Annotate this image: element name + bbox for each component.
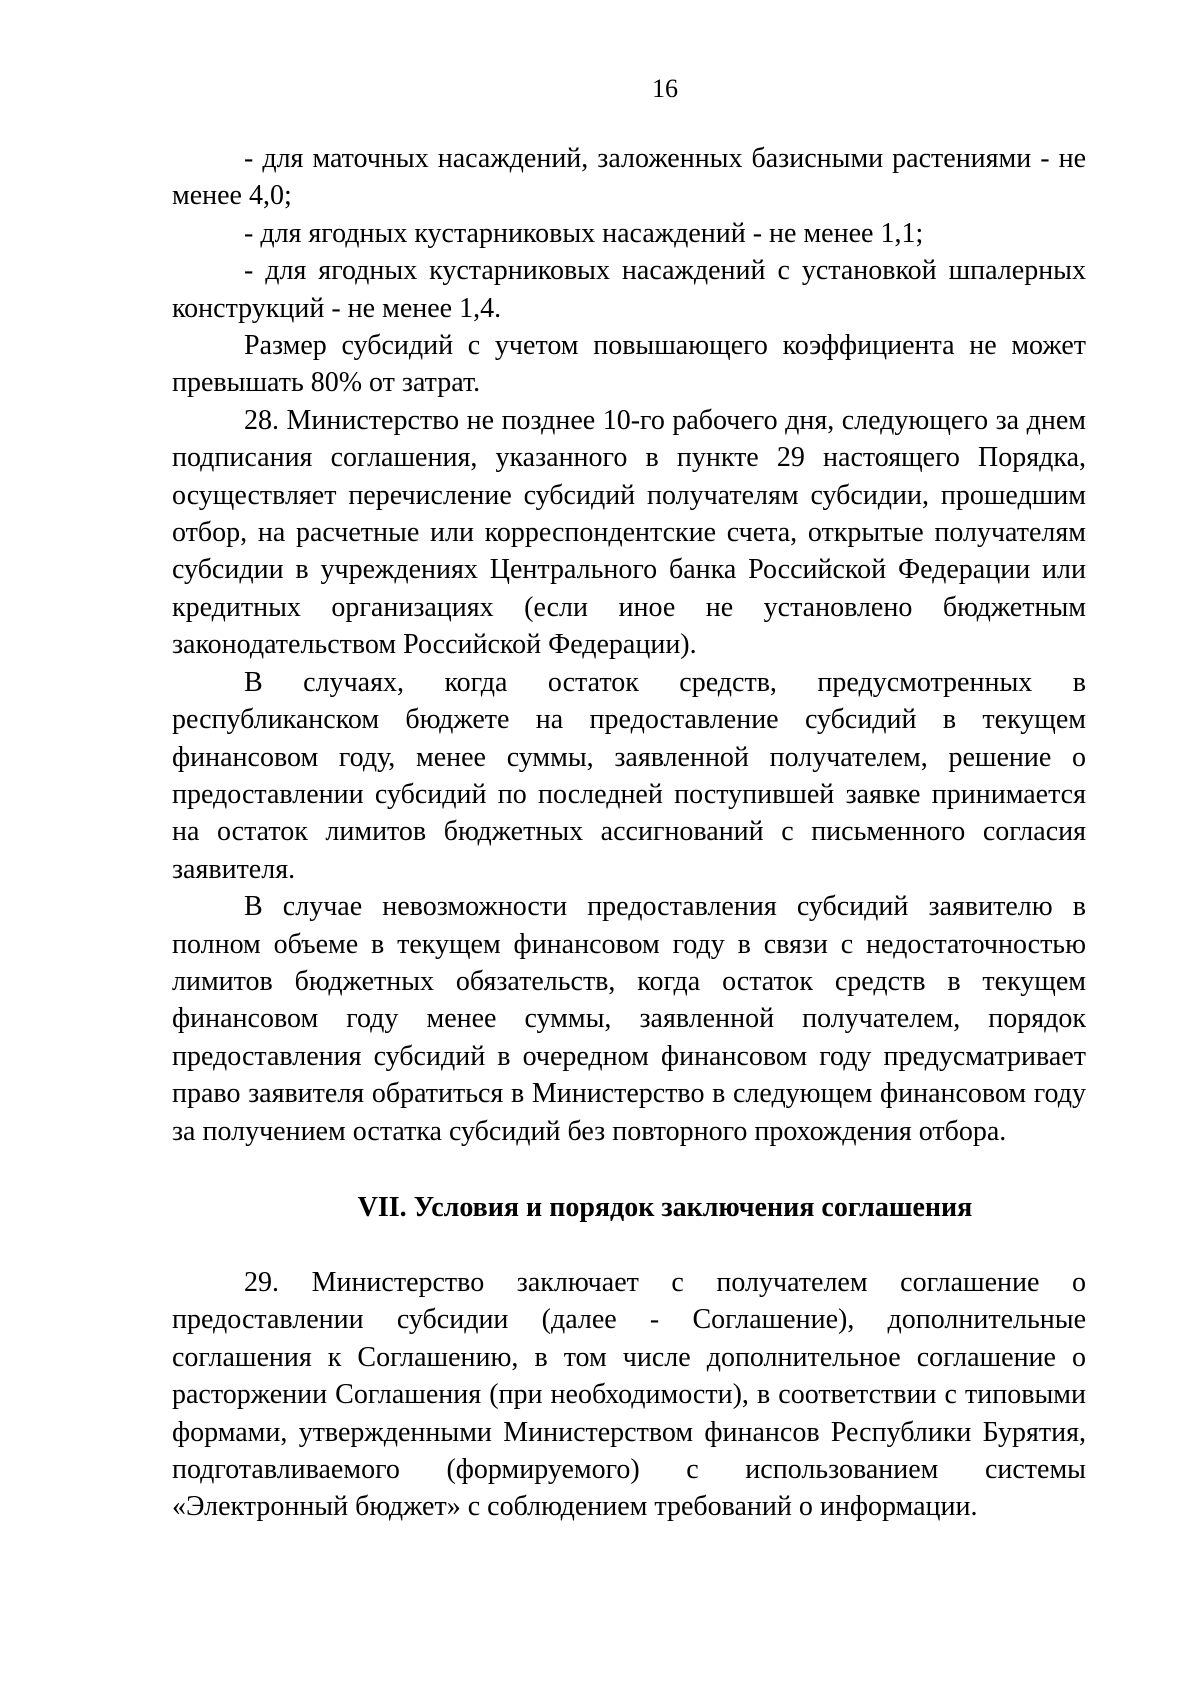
paragraph-mother-plantings: - для маточных насаждений, заложенных базисными растениями - не менее 4,0; [172, 143, 1086, 212]
page-number: 16 [652, 74, 678, 103]
paragraph-berry-plantings: - для ягодных кустарниковых насаждений - не менее 1,1; [244, 217, 924, 249]
body-text-main [172, 140, 1086, 1150]
paragraph-remaining-funds: В случаях, когда остаток средств, предусмотренных в республиканском бюджете на предоставление субсидий в текущем финансовом году, менее суммы, заявленной получателем, решение о предоставлении субсидий по последней поступившей заявке принимается на остаток лимитов бюджетных ассигнований с письменного согласия заявителя. [172, 666, 1086, 885]
body-text-section-7 [172, 1264, 1086, 1526]
paragraph-item-28: 28. Министерство не позднее 10-го рабочего дня, следующего за днем подписания соглашения, указанного в пункте 29 настоящего Порядка, осуществляет перечисление субсидий получателям субсидии, прошедшим отбор, на расчетные или корреспондентские счета, открытые получателям субсидии в учреждениях Центрального банка Российской Федерации или кредитных организациях (если иное не установлено бюджетным законодательством Российской Федерации). [172, 404, 1086, 661]
paragraph-subsidy-limit: Размер субсидий с учетом повышающего коэффициента не может превышать 80% от затрат. [172, 330, 1086, 399]
paragraph-insufficient-limits: В случае невозможности предоставления субсидий заявителю в полном объеме в текущем финансовом году в связи с недостаточностью лимитов бюджетных обязательств, когда остаток средств в текущем финансовом году менее суммы, заявленной получателем, порядок предоставления субсидий в очередном финансовом году предусматривает право заявителя обратиться в Министерство в следующем финансовом году за получением остатка субсидий без повторного прохождения отбора. [172, 891, 1086, 1147]
section-heading: VII. Условия и порядок заключения соглашения [357, 1192, 973, 1223]
paragraph-item-29: 29. Министерство заключает с получателем соглашение о предоставлении субсидии (далее - Соглашение), дополнительные соглашения к Соглашению, в том числе дополнительное соглашение о расторжении Соглашения (при необходимости), в соответствии с типовыми формами, утвержденными Министерством финансов Республики Бурятия, подготавливаемого (формируемого) с использованием системы «Электронный бюджет» с соблюдением требований о информации. [172, 1267, 1086, 1523]
paragraph-berry-trellis: - для ягодных кустарниковых насаждений с установкой шпалерных конструкций - не менее 1,4. [172, 255, 1086, 324]
